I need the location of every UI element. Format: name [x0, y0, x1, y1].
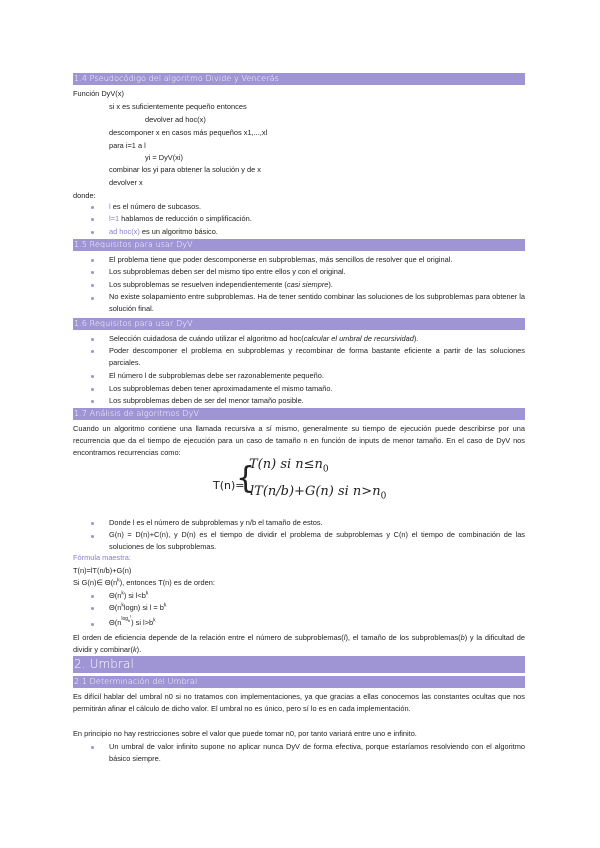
section-header-1-6: 1.6 Requisitos para usar DyV [73, 318, 525, 330]
code-line: descomponer x en casos más pequeños x1,...,xl [109, 128, 268, 137]
bullet-icon [91, 218, 94, 221]
bullet-icon [91, 607, 94, 610]
bullet-icon [91, 271, 94, 274]
bullet-icon [91, 595, 94, 598]
code-line: Función DyV(x) [73, 89, 124, 98]
section-header-2-1: 2.1 Determinación del Umbral [73, 676, 525, 688]
code-line: combinar los yi para obtener la solución y de x [109, 165, 261, 174]
paragraph: El orden de eficiencia depende de la relación entre el número de subproblemas(l), el tamaño de los subproblemas(b) y la dificultad de dividir y combinar(k). [73, 633, 525, 654]
bullet-icon [91, 284, 94, 287]
list-item: Un umbral de valor infinito supone no aplicar nunca DyV de forma efectiva, porque estaríamos resolviendo con el algoritmo básico siempre. [109, 742, 525, 763]
list-item: $\Theta(n^k)$ si $l<b^k$ [109, 590, 149, 600]
code-line: para i=1 a l [109, 141, 146, 150]
equation-case-top: T(n) si $n\le n_0$ [249, 457, 329, 475]
section-header-2: 2. Umbral [73, 656, 525, 673]
formula-label: Fórmula maestra: [73, 553, 131, 562]
list-item: $\Theta(n^{log_b^l})$ si $l>b^k$ [109, 612, 156, 627]
bullet-icon [91, 350, 94, 353]
code-line: yi = DyV(xi) [145, 153, 183, 162]
list-item: El problema tiene que poder descomponerse en subproblemas, más sencillos de resolver que el original. [109, 255, 453, 264]
list-item: Donde l es el número de subproblemas y n/b el tamaño de estos. [109, 518, 323, 527]
section-header-1-7: 1.7 Análisis de algoritmos DyV [73, 408, 525, 420]
code-line: si x es suficientemente pequeño entonces [109, 102, 247, 111]
bullet-icon [91, 388, 94, 391]
list-item: El número l de subproblemas debe ser razonablemente pequeño. [109, 371, 324, 380]
bullet-icon [91, 400, 94, 403]
section-header-1-4: 1.4 Pseudocódigo del algoritmo Divide y Vencerás [73, 73, 525, 85]
list-item: Los subproblemas deben tener aproximadamente el mismo tamaño. [109, 384, 333, 393]
list-item: l=1 hablamos de reducción o simplificación. [109, 214, 252, 223]
paragraph: En principio no hay restricciones sobre el valor que puede tomar n0, por tanto variará entre uno e infinito. [73, 729, 417, 738]
code-line: devolver ad hoc(x) [145, 115, 206, 124]
bullet-icon [91, 259, 94, 262]
equation-case-bottom: lT(n/b)+G(n) si $n>n_0$ [250, 484, 387, 502]
formula-line: T(n)=lT(n/b)+G(n) [73, 566, 132, 575]
list-item: Selección cuidadosa de cuándo utilizar el algoritmo ad hoc(calcular el umbral de recursividad). [109, 334, 419, 343]
bullet-icon [91, 746, 94, 749]
formula-line: Si G(n)∈ $\Theta(n^k)$, entonces T(n) es de orden: [73, 577, 215, 587]
bullet-icon [91, 231, 94, 234]
list-item: l es el número de subcasos. [109, 202, 202, 211]
bullet-icon [91, 206, 94, 209]
bullet-icon [91, 522, 94, 525]
brace-icon: { [236, 461, 256, 496]
equation-lhs: T(n)= [213, 479, 245, 492]
list-item: $\Theta(n^k\log n)$ si $l = b^k$ [109, 602, 167, 612]
code-line: devolver x [109, 178, 143, 187]
list-item: Los subproblemas deben de ser del menor tamaño posible. [109, 396, 304, 405]
bullet-icon [91, 623, 94, 626]
paragraph: Es difícil hablar del umbral n0 si no tratamos con implementaciones, ya que gracias a ellas conocemos las constantes ocultas que nos permitirán afinar el cálculo de dicho valor. El umbral no es único, pero sí lo es en cada implementación. [73, 692, 525, 713]
bullet-icon [91, 535, 94, 538]
bullet-icon [91, 297, 94, 300]
donde-label: donde: [73, 191, 96, 200]
paragraph: Cuando un algoritmo contiene una llamada recursiva a sí mismo, generalmente su tiempo de ejecución puede describirse por una recurrencia que da el tiempo de ejecución para un caso de tamaño n en función de inputs de menor tamaño. En el caso de DyV nos encontramos recurrencias como: [73, 424, 525, 457]
bullet-icon [91, 338, 94, 341]
list-item: Poder descomponer el problema en subproblemas y recombinar de forma bastante eficiente a partir de las soluciones parciales. [109, 346, 525, 367]
list-item: No existe solapamiento entre subproblemas. Ha de tener sentido combinar las soluciones de los subproblemas para obtener la solución final. [109, 292, 525, 313]
section-header-1-5: 1.5 Requisitos para usar DyV [73, 239, 525, 251]
bullet-icon [91, 375, 94, 378]
list-item: Los subproblemas se resuelven independientemente (casi siempre). [109, 280, 333, 289]
list-item: ad hoc(x) es un algoritmo básico. [109, 227, 218, 236]
list-item: Los subproblemas deben ser del mismo tipo entre ellos y con el original. [109, 267, 346, 276]
list-item: G(n) = D(n)+C(n), y D(n) es el tiempo de dividir el problema de subproblemas y C(n) el tiempo de combinación de las soluciones de los subproblemas. [109, 530, 525, 551]
